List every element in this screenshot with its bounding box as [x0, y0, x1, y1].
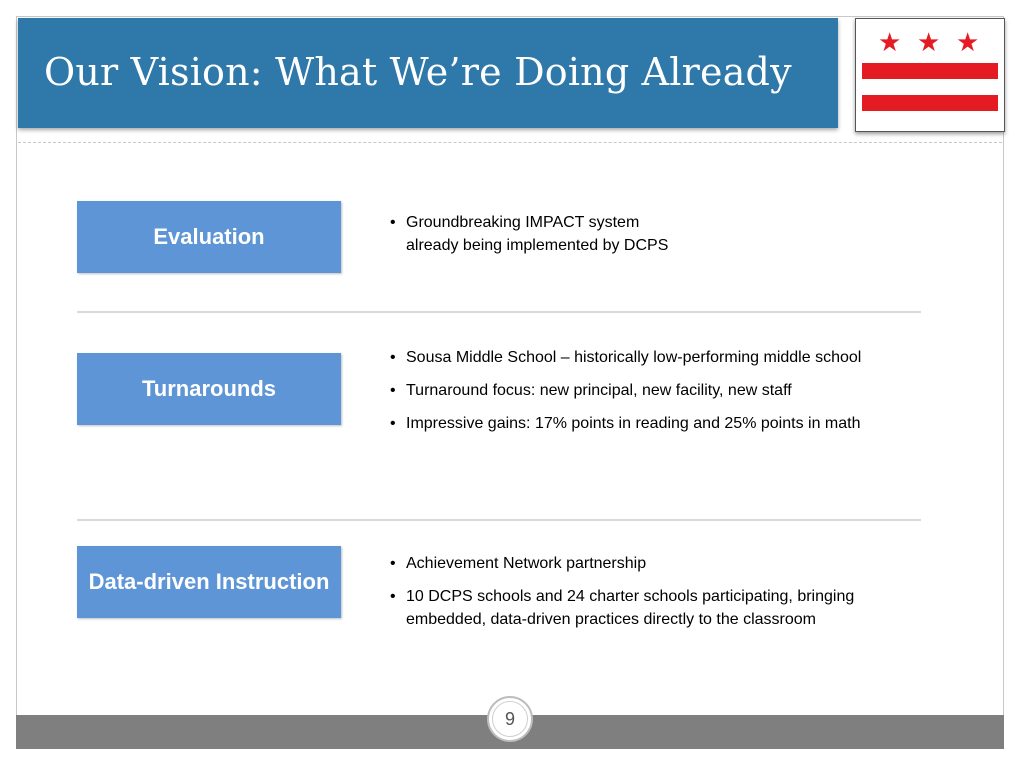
header-divider — [18, 142, 1002, 143]
bullet-item: • Turnaround focus: new principal, new facility, new staff — [388, 379, 928, 402]
slide-title: Our Vision: What We’re Doing Already — [44, 50, 792, 94]
section-label-turnarounds: Turnarounds — [77, 353, 341, 425]
bullet-item: • 10 DCPS schools and 24 charter schools participating, bringing embedded, data-driven practices directly to the classroom — [388, 585, 908, 631]
section-separator — [77, 519, 921, 521]
bullet-item: • Sousa Middle School – historically low-performing middle school — [388, 346, 928, 369]
flag-stripe — [862, 95, 998, 111]
dc-flag-icon — [855, 18, 1005, 132]
flag-stripe — [862, 63, 998, 79]
page-number: 9 — [492, 701, 528, 737]
section-bullets-evaluation — [388, 211, 668, 267]
section-bullets-turnarounds — [388, 346, 928, 445]
section-bullets-data-driven — [388, 552, 908, 641]
page-number-badge — [487, 696, 533, 742]
section-separator — [77, 311, 921, 313]
bullet-item: • Achievement Network partnership — [388, 552, 908, 575]
flag-star-icon: ★ — [878, 27, 902, 57]
bullet-item: • Groundbreaking IMPACT system already being implemented by DCPS — [388, 211, 668, 257]
section-label-evaluation: Evaluation — [77, 201, 341, 273]
flag-star-icon: ★ — [917, 27, 941, 57]
bullet-item: • Impressive gains: 17% points in reading and 25% points in math — [388, 412, 928, 435]
flag-star-icon: ★ — [956, 27, 980, 57]
section-label-data-driven-instruction: Data-driven Instruction — [77, 546, 341, 618]
